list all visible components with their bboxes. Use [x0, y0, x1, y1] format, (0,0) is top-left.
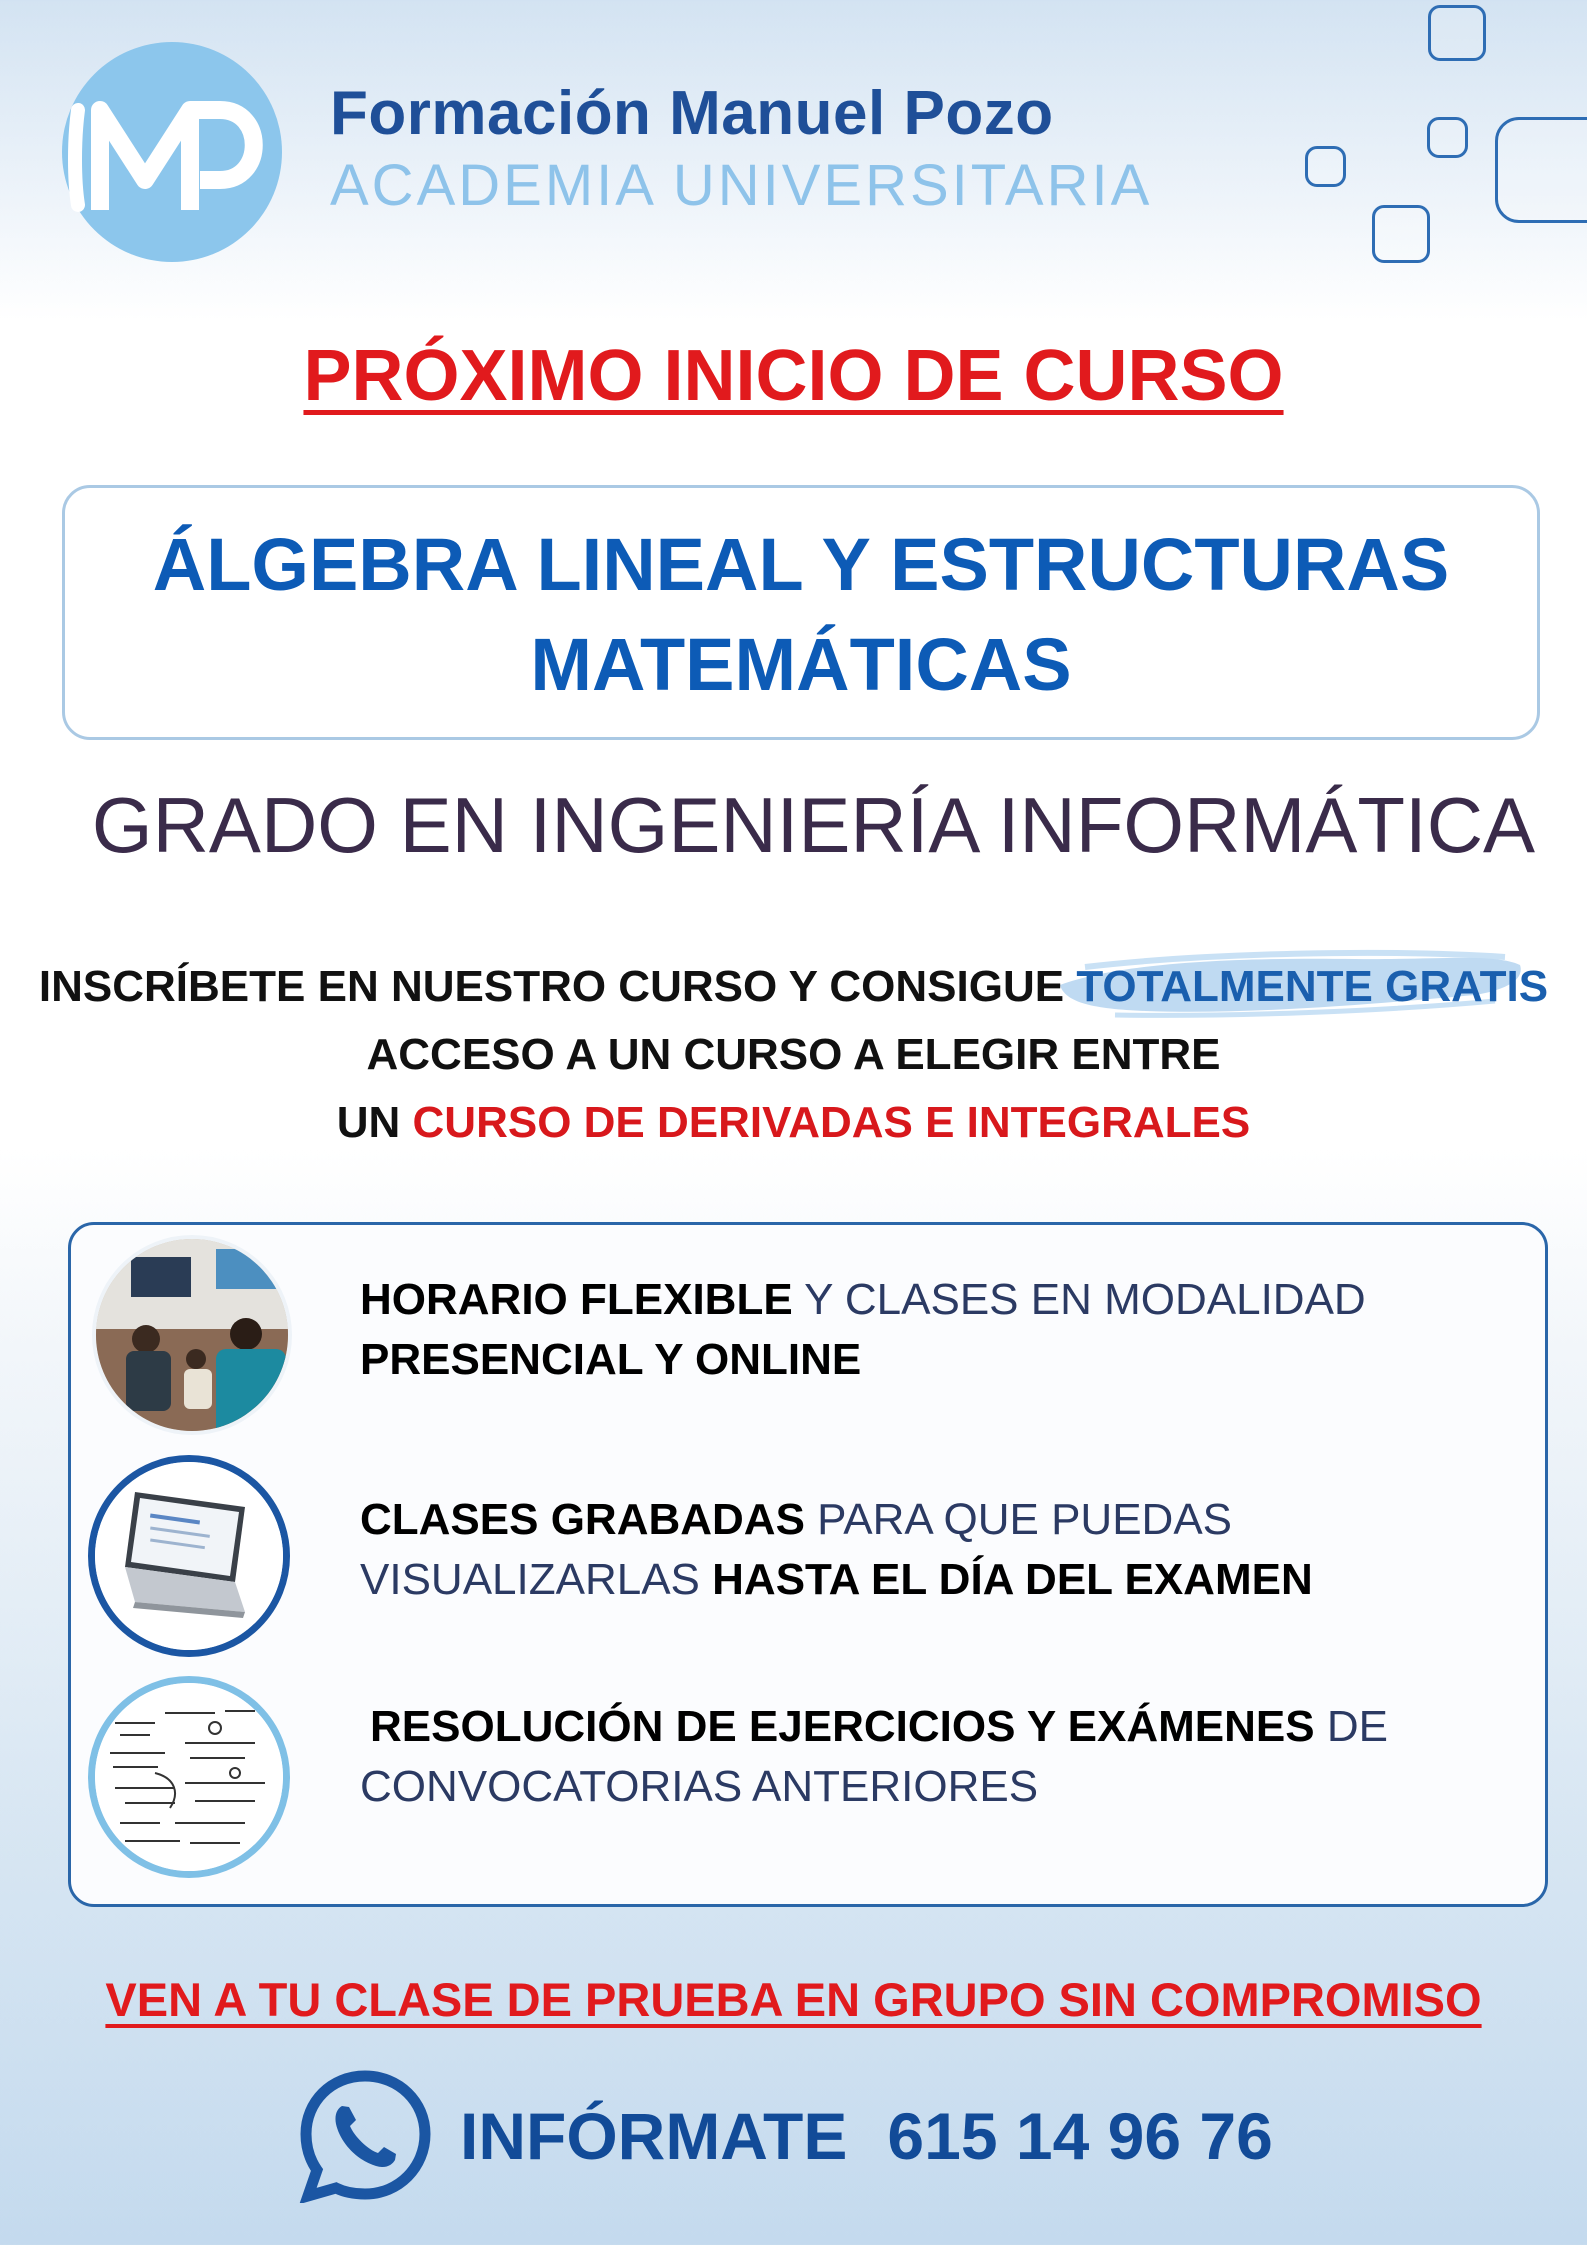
promo-course-highlight: CURSO DE DERIVADAS E INTEGRALES [412, 1098, 1251, 1147]
feature-exercise-solutions [360, 1697, 1388, 1817]
feature-recorded-classes [360, 1490, 1313, 1610]
feature-bold-text: RESOLUCIÓN DE EJERCICIOS Y EXÁMENES [370, 1702, 1315, 1751]
decor-square [1495, 117, 1587, 223]
svg-text:MP: MP [68, 250, 70, 251]
promo-text: UN [336, 1098, 413, 1147]
feature-text: PARA QUE PUEDAS [804, 1495, 1233, 1544]
course-title-line1: ÁLGEBRA LINEAL Y ESTRUCTURAS [152, 523, 1450, 606]
phone-number[interactable]: 615 14 96 76 [887, 2099, 1273, 2173]
contact-line [460, 2098, 1273, 2174]
feature-flexible-schedule [360, 1270, 1366, 1390]
feature-bold-text: PRESENCIAL Y ONLINE [360, 1335, 862, 1384]
decor-square [1428, 5, 1486, 61]
course-title-line2: MATEMÁTICAS [530, 623, 1072, 706]
classroom-photo-icon [92, 1235, 292, 1435]
feature-text: CONVOCATORIAS ANTERIORES [360, 1762, 1039, 1811]
decor-square [1427, 117, 1468, 158]
promo-line1 [0, 962, 1587, 1012]
exercises-photo-icon [88, 1676, 290, 1878]
whatsapp-icon[interactable] [298, 2068, 433, 2203]
feature-bold-text: HORARIO FLEXIBLE [360, 1275, 793, 1324]
decor-square [1305, 146, 1346, 187]
promo-free-highlight: TOTALMENTE GRATIS [1076, 962, 1549, 1011]
promo-text: INSCRÍBETE EN NUESTRO CURSO Y CONSIGUE [38, 962, 1077, 1011]
degree-title: GRADO EN INGENIERÍA INFORMÁTICA [91, 781, 1536, 869]
feature-text: DE [1314, 1702, 1388, 1751]
promo-line3 [0, 1098, 1587, 1148]
decor-square [1372, 205, 1430, 263]
feature-bold-text: HASTA EL DÍA DEL EXAMEN [712, 1555, 1313, 1604]
promo-line2: ACCESO A UN CURSO A ELEGIR ENTRE [366, 1030, 1221, 1079]
trial-class-banner[interactable]: VEN A TU CLASE DE PRUEBA EN GRUPO SIN COMPROMISO [105, 1973, 1482, 2026]
mp-logo-icon [60, 40, 285, 265]
brand-subtitle: ACADEMIA UNIVERSITARIA [330, 153, 1153, 218]
brand-name: Formación Manuel Pozo [330, 79, 1054, 148]
headline: PRÓXIMO INICIO DE CURSO [303, 336, 1284, 416]
feature-bold-text: CLASES GRABADAS [360, 1495, 805, 1544]
feature-text: VISUALIZARLAS [360, 1555, 713, 1604]
contact-label: INFÓRMATE [460, 2099, 848, 2173]
course-title [62, 515, 1540, 715]
laptop-photo-icon [88, 1455, 290, 1657]
feature-text: Y CLASES EN MODALIDAD [792, 1275, 1366, 1324]
